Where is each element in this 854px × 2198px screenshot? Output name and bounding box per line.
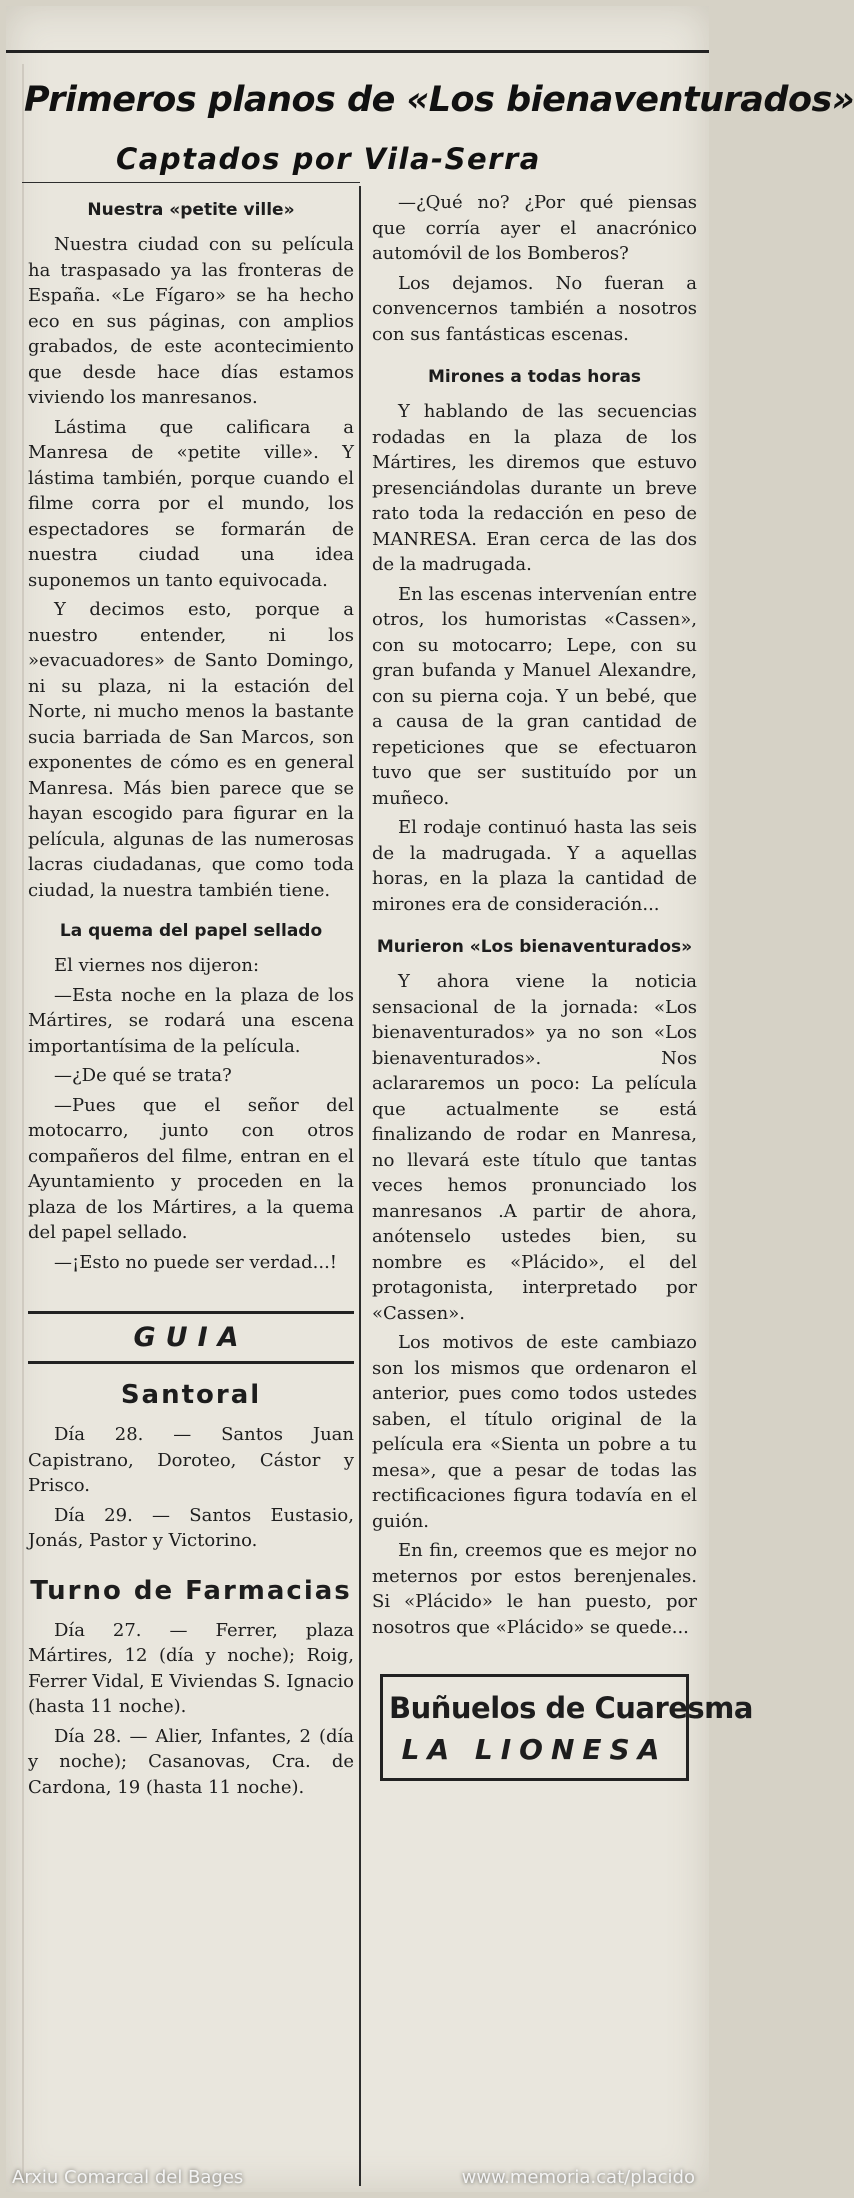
paragraph: Día 28. — Alier, Infantes, 2 (día y noche); Casanovas, Cra. de Cardona, 19 (hasta 11 noche). bbox=[28, 1725, 354, 1798]
ad-product: Buñuelos de Cuaresma bbox=[389, 1691, 753, 1725]
paragraph: Y hablando de las secuencias rodadas en la plaza de los Mártires, les diremos que estuvo presenciándolas durante un breve rato toda la redacción en peso de MANRESA. Eran cerca de las dos de la madrugada. bbox=[372, 401, 697, 575]
column-divider bbox=[359, 186, 361, 2186]
right-column bbox=[372, 190, 753, 1781]
section-title-quema: La quema del papel sellado bbox=[59, 921, 323, 941]
left-column bbox=[28, 190, 354, 1804]
paragraph: Día 28. — Santos Juan Capistrano, Doroteo, Cástor y Prisco. bbox=[28, 1424, 354, 1496]
paragraph: Y decimos esto, porque a nuestro entender, ni los »evacuadores» de Santo Domingo, ni su plaza, ni la estación del Norte, ni mucho menos la bastante sucia barriada de San Marcos, son exponentes de cómo es en general Manresa. Más bien parece que se hayan escogido para figurar en la película, algunas de las numerosas lacras ciudadanas, que como toda ciudad, la nuestra también tiene. bbox=[28, 599, 354, 901]
paragraph: Y ahora viene la noticia sensacional de la jornada: «Los bienaventurados» ya no son «Los bienaventurados». Nos aclararemos un poco: La película que actualmente se está finalizando de rodar en Manresa, no llevará este título que tantas veces hemos pronunciado los manresanos .A partir de ahora, anótenselo ustedes bien, su nombre es «Plácido», el del protagonista, interpretado por «Cassen». bbox=[372, 971, 697, 1324]
paragraph: —Esta noche en la plaza de los Mártires, se rodará una escena importantísima de la película. bbox=[28, 984, 354, 1057]
archive-watermark: Arxiu Comarcal del Bages bbox=[12, 2167, 244, 2188]
section-title-mirones: Mirones a todas horas bbox=[427, 367, 642, 387]
paragraph: Los dejamos. No fueran a convencernos también a nosotros con sus fantásticas escenas. bbox=[372, 272, 697, 345]
paragraph: Nuestra ciudad con su película ha traspasado ya las fronteras de España. «Le Fígaro» se ha hecho eco en sus páginas, con amplios grabados, de este acontecimiento que desde hace días estamos viviendo los manresanos. bbox=[28, 234, 354, 408]
guia-banner: GUIA bbox=[28, 1311, 354, 1364]
advertisement-box bbox=[380, 1674, 753, 1781]
subheadline: Captados por Vila-Serra bbox=[116, 142, 541, 176]
paragraph: El rodaje continuó hasta las seis de la madrugada. Y a aquellas horas, en la plaza la cantidad de mirones era de consideración... bbox=[372, 817, 697, 915]
header-rule bbox=[22, 182, 360, 183]
paragraph: Los motivos de este cambiazo son los mismos que ordenaron el anterior, pues como todos ustedes saben, el título original de la película era «Sienta un pobre a tu mesa», que a pesar de todas las rectificaciones figura todavía en el guión. bbox=[372, 1332, 697, 1532]
paragraph: Lástima que calificara a Manresa de «petite ville». Y lástima también, porque cuando el filme corra por el mundo, los espectadores se formarán de nuestra ciudad una idea suponemos un tanto equivocada. bbox=[28, 416, 354, 591]
turno-farmacias-title: Turno de Farmacias bbox=[30, 1575, 352, 1606]
paragraph: —¿De qué se trata? bbox=[54, 1065, 232, 1086]
section-title-murieron: Murieron «Los bienaventurados» bbox=[376, 937, 693, 957]
headline: Primeros planos de «Los bienaventurados» bbox=[24, 80, 854, 120]
paragraph: El viernes nos dijeron: bbox=[54, 955, 260, 976]
paragraph: En fin, creemos que es mejor no meternos por estos berenjenales. Si «Plácido» le han puesto, por nosotros que «Plácido» se quede... bbox=[372, 1540, 697, 1638]
ad-brand: LA LIONESA bbox=[401, 1733, 668, 1766]
santoral-title: Santoral bbox=[120, 1380, 262, 1410]
paragraph: Día 27. — Ferrer, plaza Mártires, 12 (día y noche); Roig, Ferrer Vidal, E Viviendas S. Ignacio (hasta 11 noche). bbox=[28, 1619, 354, 1717]
watermark-strip bbox=[0, 2158, 715, 2198]
paragraph: —¿Qué no? ¿Por qué piensas que corría ayer el anacrónico automóvil de los Bomberos? bbox=[372, 192, 697, 264]
paragraph: Día 29. — Santos Eustasio, Jonás, Pastor y Victorino. bbox=[28, 1504, 354, 1551]
section-title-petite-ville: Nuestra «petite ville» bbox=[87, 200, 295, 220]
paragraph: —Pues que el señor del motocarro, junto con otros compañeros del filme, entran en el Ayuntamiento y proceden en la plaza de los Mártires, a la quema del papel sellado. bbox=[28, 1094, 354, 1243]
paragraph: —¡Esto no puede ser verdad...! bbox=[54, 1251, 338, 1273]
page-fold-line bbox=[22, 64, 24, 2184]
paragraph: En las escenas intervenían entre otros, los humoristas «Cassen», con su motocarro; Lepe, con su gran bufanda y Manuel Alexandre, con su pierna coja. Y un bebé, que a causa de la gran cantidad de repeticiones que se efectuaron tuvo que ser sustituído por un muñeco. bbox=[372, 583, 697, 809]
top-rule bbox=[6, 50, 709, 53]
newspaper-page bbox=[6, 6, 854, 2192]
url-watermark: www.memoria.cat/placido bbox=[461, 2167, 695, 2188]
